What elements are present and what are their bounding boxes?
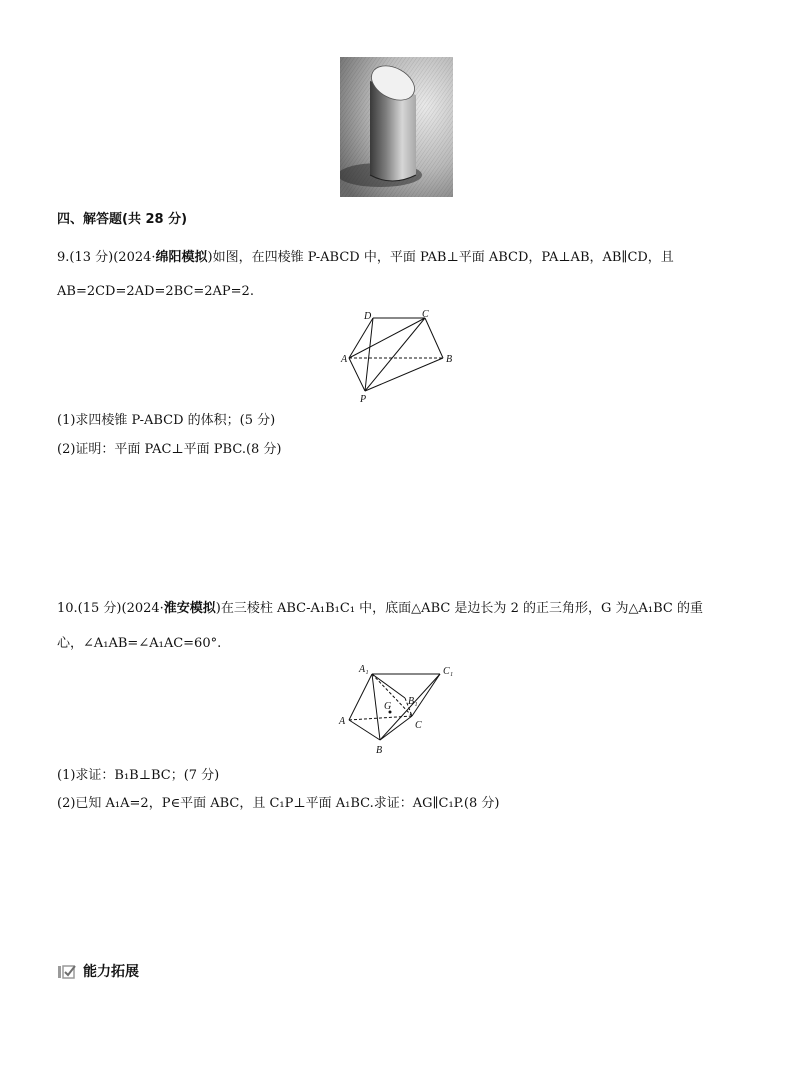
q10-prefix: 10.(15 分)(2024· xyxy=(57,601,164,616)
footer-heading-text: 能力拓展 xyxy=(83,964,139,980)
q10-figure xyxy=(335,660,465,760)
q9-label-C: C xyxy=(422,309,429,320)
q10-label-A1: A₁ xyxy=(359,664,369,675)
q10-label-G: G xyxy=(384,701,392,712)
q10-label-A: A xyxy=(339,716,346,727)
q10-part1: (1)求证：B₁B⊥BC；(7 分) xyxy=(57,768,220,783)
q9-part1: (1)求四棱锥 P-ABCD 的体积；(5 分) xyxy=(57,413,276,428)
checklist-icon xyxy=(57,964,77,980)
q9-line1 xyxy=(57,249,674,267)
q10-line1 xyxy=(57,600,703,618)
footer-heading xyxy=(57,962,139,982)
q10-part2: (2)已知 A₁A=2，P∈平面 ABC，且 C₁P⊥平面 A₁BC.求证：AG∥C₁P.(8 分) xyxy=(57,796,500,811)
q9-label-B: B xyxy=(446,354,453,365)
q10-label-B1: B₁ xyxy=(408,696,418,707)
q9-figure xyxy=(337,305,462,405)
q9-label-A: A xyxy=(341,354,348,365)
q9-label-D: D xyxy=(364,311,372,322)
q9-part2: (2)证明：平面 PAC⊥平面 PBC.(8 分) xyxy=(57,442,282,457)
q9-line1-rest: )如图，在四棱锥 P-ABCD 中，平面 PAB⊥平面 ABCD，PA⊥AB，AB∥CD，且 xyxy=(207,250,674,265)
section-heading: 四、解答题(共 28 分) xyxy=(57,212,188,227)
q9-label-P: P xyxy=(360,394,367,405)
q10-line1-rest: )在三棱柱 ABC-A₁B₁C₁ 中，底面△ABC 是边长为 2 的正三角形，G 为△A₁BC 的重 xyxy=(215,601,703,616)
q10-label-C: C xyxy=(415,720,422,731)
q10-label-C1: C₁ xyxy=(443,666,454,677)
q9-source: 绵阳模拟 xyxy=(155,250,208,265)
q9-prefix: 9.(13 分)(2024· xyxy=(57,250,156,265)
q10-source: 淮安模拟 xyxy=(163,601,216,616)
q10-label-B: B xyxy=(376,745,383,756)
q10-line2: 心，∠A₁AB=∠A₁AC=60°. xyxy=(57,636,222,651)
q9-line2: AB=2CD=2AD=2BC=2AP=2. xyxy=(57,284,254,299)
cylinder-sketch-image xyxy=(340,57,453,197)
